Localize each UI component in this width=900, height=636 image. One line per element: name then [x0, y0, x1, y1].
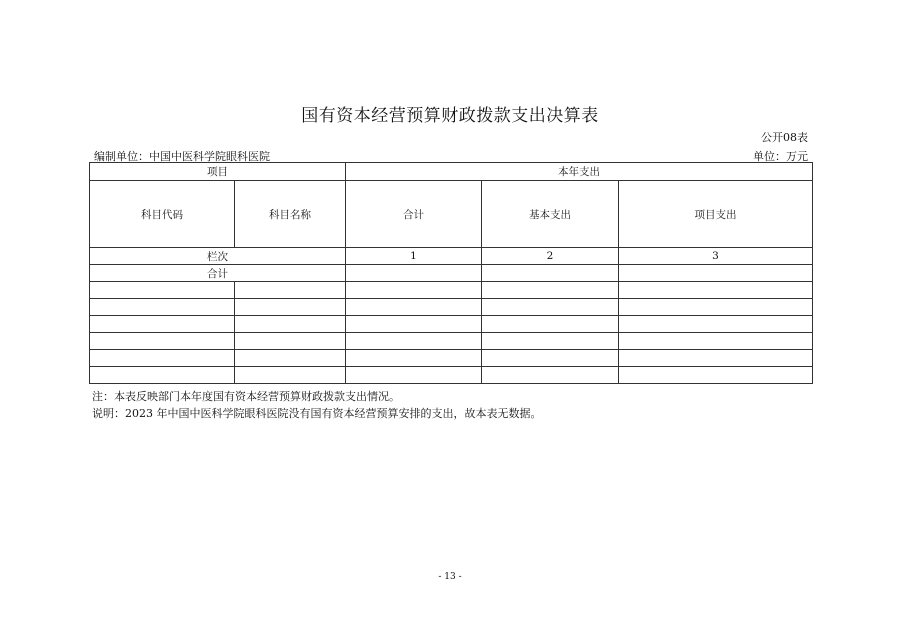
table-cell: [235, 350, 346, 367]
table-cell: [482, 367, 619, 384]
table-cell: [235, 333, 346, 350]
table-cell: [346, 350, 482, 367]
table-cell: [619, 367, 813, 384]
table-cell: [482, 282, 619, 299]
table-cell: [619, 333, 813, 350]
table-cell: [90, 299, 235, 316]
table-row: [90, 299, 813, 316]
column-header-basic: 基本支出: [482, 181, 619, 248]
table-cell: [619, 282, 813, 299]
total-row: [90, 265, 813, 282]
column-header-code: 科目代码: [90, 181, 235, 248]
table-cell: [346, 316, 482, 333]
total-row-label: 合计: [90, 265, 346, 282]
table-cell: [482, 333, 619, 350]
table-cell: [235, 367, 346, 384]
expenditure-table: [89, 162, 813, 384]
table-cell: [346, 265, 482, 282]
page-number: - 13 -: [438, 572, 462, 582]
table-cell: [346, 367, 482, 384]
table-cell: [90, 333, 235, 350]
table-cell: [346, 282, 482, 299]
page-title: 国有资本经营预算财政拨款支出决算表: [301, 106, 599, 126]
column-header-project: 项目支出: [619, 181, 813, 248]
column-header-name: 科目名称: [235, 181, 346, 248]
column-index-1: 1: [346, 248, 482, 265]
table-cell: [619, 316, 813, 333]
table-row: [90, 333, 813, 350]
table-cell: [90, 367, 235, 384]
column-index-row: [90, 248, 813, 265]
table-cell: [482, 265, 619, 282]
table-row: [90, 316, 813, 333]
table-cell: [346, 333, 482, 350]
table-cell: [235, 316, 346, 333]
table-row: [90, 350, 813, 367]
current-year-group-header: 本年支出: [346, 163, 813, 181]
column-header-row: [90, 181, 813, 248]
table-row: [90, 367, 813, 384]
table-cell: [482, 299, 619, 316]
table-cell: [90, 316, 235, 333]
form-number: 公开08表: [761, 131, 808, 144]
column-index-label: 栏次: [90, 248, 346, 265]
table-cell: [235, 299, 346, 316]
table-cell: [235, 282, 346, 299]
table-cell: [90, 350, 235, 367]
amount-unit: 单位：万元: [753, 150, 808, 163]
table-cell: [346, 299, 482, 316]
table-cell: [619, 350, 813, 367]
table-cell: [482, 350, 619, 367]
table-cell: [619, 299, 813, 316]
table-cell: [619, 265, 813, 282]
group-header-row: [90, 163, 813, 181]
column-index-2: 2: [482, 248, 619, 265]
table-cell: [90, 282, 235, 299]
column-index-3: 3: [619, 248, 813, 265]
project-group-header: 项目: [90, 163, 346, 181]
table-row: [90, 282, 813, 299]
column-header-total: 合计: [346, 181, 482, 248]
compiling-unit: 编制单位：中国中医科学院眼科医院: [94, 150, 270, 163]
table-note: 注：本表反映部门本年度国有资本经营预算财政拨款支出情况。: [92, 390, 400, 403]
table-cell: [482, 316, 619, 333]
table-explanation: 说明：2023 年中国中医科学院眼科医院没有国有资本经营预算安排的支出，故本表无数据。: [92, 407, 542, 420]
